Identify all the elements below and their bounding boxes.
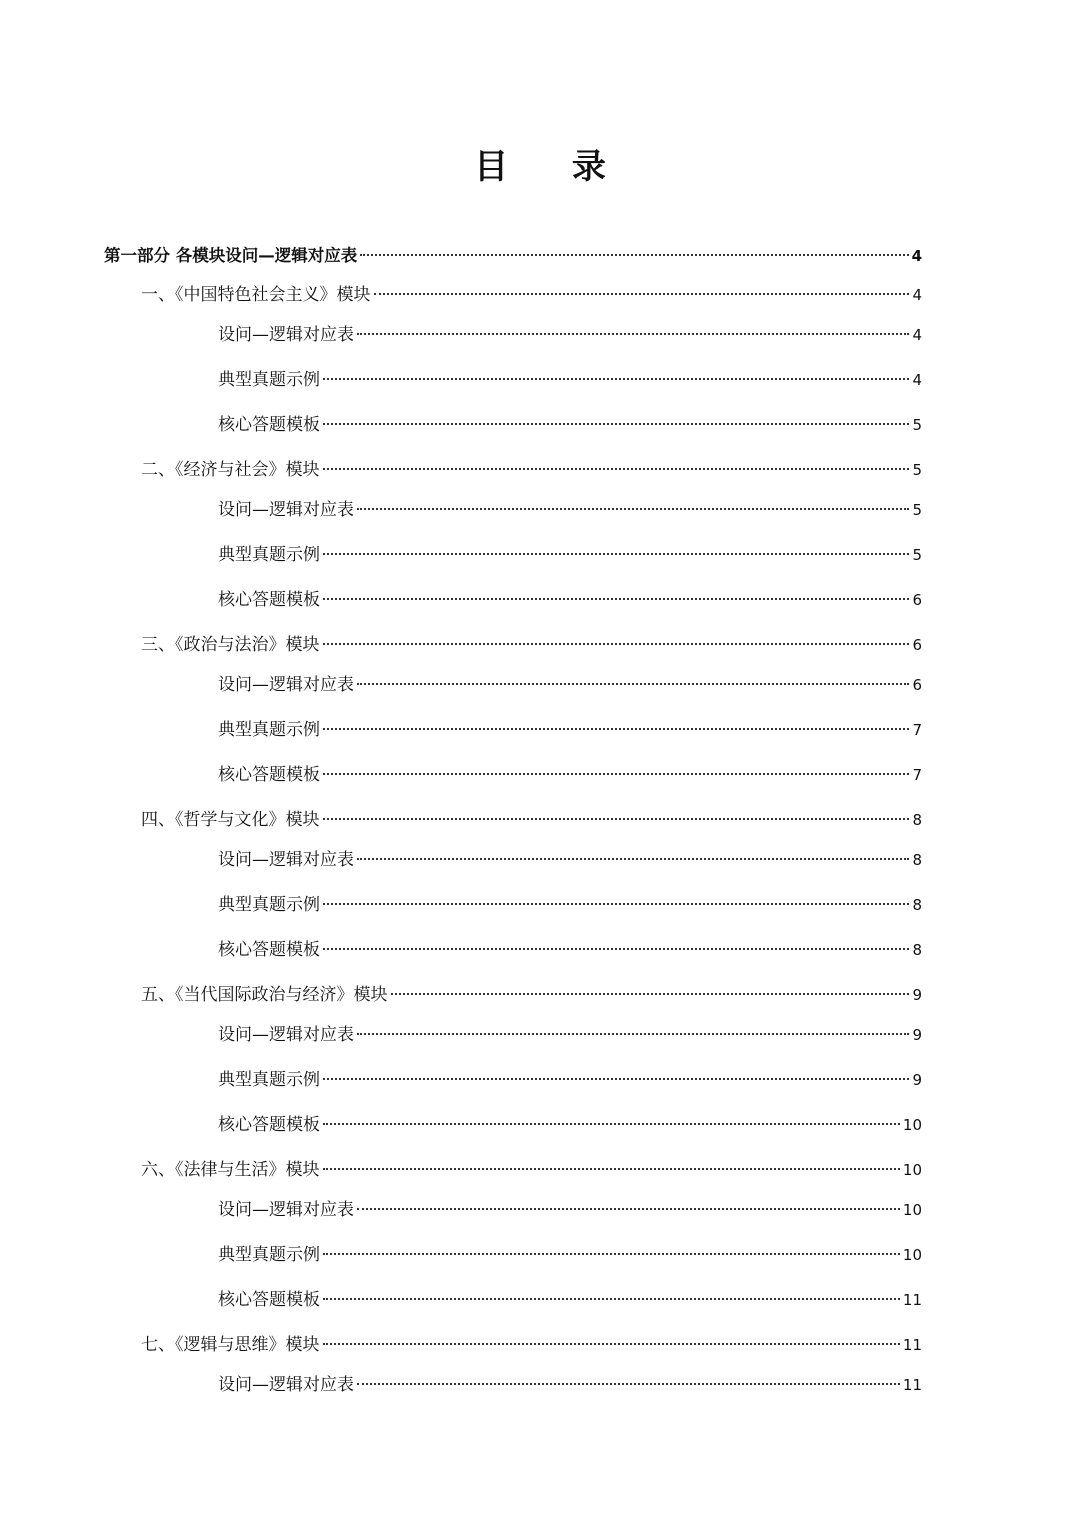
- toc-entry-text: 一、《中国特色社会主义》模块: [141, 285, 371, 305]
- toc-entry-text: 设问—逻辑对应表: [218, 850, 354, 870]
- toc-dot-leader: [323, 468, 910, 470]
- toc-dot-leader: [323, 1123, 900, 1125]
- toc-entry-part-1[interactable]: [104, 243, 922, 269]
- toc-entry-subsection[interactable]: [218, 892, 922, 918]
- toc-entry-text: 典型真题示例: [218, 720, 320, 740]
- toc-entry-text: 典型真题示例: [218, 370, 320, 390]
- toc-dot-leader: [323, 553, 909, 555]
- toc-dot-leader: [357, 1383, 900, 1385]
- toc-entry-page: 5: [912, 546, 922, 564]
- toc-dot-leader: [323, 903, 909, 905]
- toc-entry-page: 9: [912, 1026, 922, 1044]
- toc-entry-page: 9: [912, 986, 922, 1004]
- toc-dot-leader: [323, 818, 910, 820]
- toc-entry-subsection[interactable]: [218, 542, 922, 568]
- toc-entry-subsection[interactable]: [218, 937, 922, 963]
- toc-dot-leader: [357, 1208, 900, 1210]
- toc-dot-leader: [323, 728, 909, 730]
- toc-entry-subsection[interactable]: [218, 587, 922, 613]
- toc-dot-leader: [357, 1033, 909, 1035]
- toc-entry-text: 核心答题模板: [218, 765, 320, 785]
- toc-entry-page: 4: [912, 371, 922, 389]
- toc-entry-text: 五、《当代国际政治与经济》模块: [141, 985, 388, 1005]
- toc-entry-text: 第一部分 各模块设问—逻辑对应表: [104, 246, 358, 265]
- toc-entry-subsection[interactable]: [218, 412, 922, 438]
- toc-entry-page: 4: [912, 326, 922, 344]
- toc-entry-text: 典型真题示例: [218, 895, 320, 915]
- toc-entry-subsection[interactable]: [218, 322, 922, 348]
- toc-entry-page: 8: [912, 851, 922, 869]
- toc-entry-page: 10: [902, 1161, 922, 1179]
- toc-dot-leader: [374, 293, 910, 295]
- toc-dot-leader: [360, 254, 908, 256]
- toc-entry-subsection[interactable]: [218, 847, 922, 873]
- toc-entry-text: 四、《哲学与文化》模块: [141, 810, 320, 830]
- toc-entry-text: 典型真题示例: [218, 1245, 320, 1265]
- toc-entry-page: 8: [912, 811, 922, 829]
- toc-entry-text: 核心答题模板: [218, 1290, 320, 1310]
- toc-entry-module-2[interactable]: [141, 457, 922, 483]
- toc-entry-page: 10: [902, 1246, 922, 1264]
- toc-entry-module-4[interactable]: [141, 807, 922, 833]
- toc-entry-subsection[interactable]: [218, 1287, 922, 1313]
- toc-entry-text: 设问—逻辑对应表: [218, 325, 354, 345]
- page-title: 目 录: [474, 147, 632, 187]
- toc-entry-text: 七、《逻辑与思维》模块: [141, 1335, 320, 1355]
- toc-entry-page: 5: [912, 461, 922, 479]
- toc-entry-page: 8: [912, 896, 922, 914]
- toc-entry-page: 10: [902, 1116, 922, 1134]
- toc-dot-leader: [357, 333, 909, 335]
- toc-entry-text: 六、《法律与生活》模块: [141, 1160, 320, 1180]
- toc-entry-subsection[interactable]: [218, 1242, 922, 1268]
- toc-dot-leader: [323, 423, 909, 425]
- toc-entry-page: 11: [902, 1376, 922, 1394]
- toc-entry-page: 11: [902, 1336, 922, 1354]
- toc-entry-subsection[interactable]: [218, 1372, 922, 1398]
- toc-entry-module-1[interactable]: [141, 282, 922, 308]
- toc-entry-subsection[interactable]: [218, 1022, 922, 1048]
- toc-entry-subsection[interactable]: [218, 672, 922, 698]
- toc-dot-leader: [357, 683, 909, 685]
- toc-dot-leader: [323, 948, 909, 950]
- toc-entry-page: 4: [911, 247, 922, 265]
- toc-entry-text: 三、《政治与法治》模块: [141, 635, 320, 655]
- toc-entry-page: 6: [912, 591, 922, 609]
- toc-entry-text: 二、《经济与社会》模块: [141, 460, 320, 480]
- toc-entry-subsection[interactable]: [218, 1197, 922, 1223]
- toc-entry-subsection[interactable]: [218, 1112, 922, 1138]
- toc-entry-text: 典型真题示例: [218, 1070, 320, 1090]
- toc-entry-text: 设问—逻辑对应表: [218, 675, 354, 695]
- toc-entry-page: 5: [912, 416, 922, 434]
- toc-entry-text: 设问—逻辑对应表: [218, 1025, 354, 1045]
- toc-entry-module-3[interactable]: [141, 632, 922, 658]
- toc-entry-subsection[interactable]: [218, 497, 922, 523]
- toc-dot-leader: [391, 993, 910, 995]
- toc-entry-text: 设问—逻辑对应表: [218, 500, 354, 520]
- toc-dot-leader: [323, 1253, 900, 1255]
- toc-entry-text: 设问—逻辑对应表: [218, 1375, 354, 1395]
- toc-dot-leader: [357, 508, 909, 510]
- toc-entry-text: 核心答题模板: [218, 415, 320, 435]
- toc-dot-leader: [357, 858, 909, 860]
- toc-entry-text: 核心答题模板: [218, 940, 320, 960]
- toc-entry-text: 设问—逻辑对应表: [218, 1200, 354, 1220]
- toc-entry-module-6[interactable]: [141, 1157, 922, 1183]
- toc-entry-subsection[interactable]: [218, 367, 922, 393]
- toc-entry-subsection[interactable]: [218, 762, 922, 788]
- toc-entry-page: 10: [902, 1201, 922, 1219]
- toc-dot-leader: [323, 598, 909, 600]
- toc-dot-leader: [323, 378, 909, 380]
- toc-dot-leader: [323, 773, 909, 775]
- toc-dot-leader: [323, 1078, 909, 1080]
- toc-entry-text: 典型真题示例: [218, 545, 320, 565]
- toc-dot-leader: [323, 1168, 900, 1170]
- toc-dot-leader: [323, 1343, 900, 1345]
- toc-entry-page: 6: [912, 676, 922, 694]
- toc-entry-subsection[interactable]: [218, 1067, 922, 1093]
- toc-entry-page: 5: [912, 501, 922, 519]
- toc-entry-subsection[interactable]: [218, 717, 922, 743]
- toc-dot-leader: [323, 643, 910, 645]
- toc-entry-page: 7: [912, 721, 922, 739]
- toc-entry-text: 核心答题模板: [218, 590, 320, 610]
- toc-entry-page: 4: [912, 286, 922, 304]
- toc-entry-page: 8: [912, 941, 922, 959]
- toc-entry-module-7[interactable]: [141, 1332, 922, 1358]
- toc-entry-page: 9: [912, 1071, 922, 1089]
- toc-entry-text: 核心答题模板: [218, 1115, 320, 1135]
- toc-entry-page: 7: [912, 766, 922, 784]
- toc-dot-leader: [323, 1298, 900, 1300]
- toc-entry-page: 11: [902, 1291, 922, 1309]
- toc-entry-page: 6: [912, 636, 922, 654]
- toc-entry-module-5[interactable]: [141, 982, 922, 1008]
